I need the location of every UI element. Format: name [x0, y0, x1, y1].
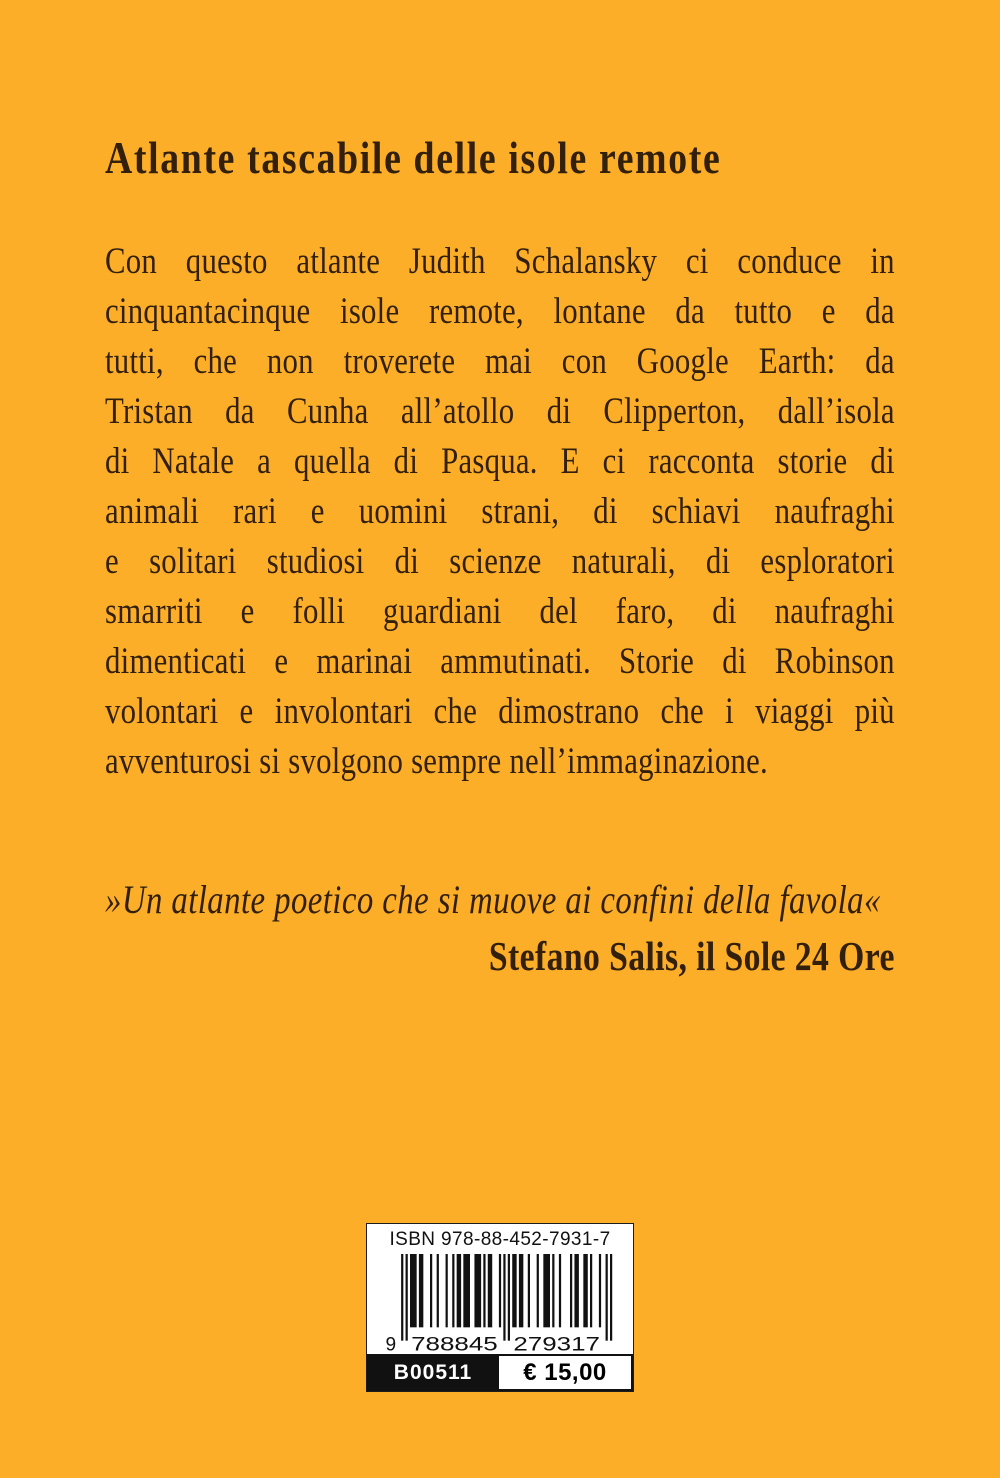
description-line: cinquantacinque isole remote, lontane da tutto e da [105, 291, 895, 332]
svg-text:788845: 788845 [411, 1334, 498, 1354]
review-attribution: Stefano Salis, il Sole 24 Ore [488, 933, 895, 979]
product-code: B00511 [367, 1354, 499, 1391]
description-line: animali rari e uomini strani, di schiavi naufraghi [105, 491, 895, 532]
book-title: Atlante tascabile delle isole remote [105, 132, 722, 183]
description-line: tutti, che non troverete mai con Google Earth: da [105, 341, 895, 382]
barcode-label [366, 1223, 634, 1392]
svg-text:279317: 279317 [513, 1334, 600, 1354]
description-line: volontari e involontari che dimostrano che i viaggi più [105, 691, 895, 732]
price: € 15,00 [499, 1356, 631, 1389]
description-line: dimenticati e marinai ammutinati. Storie di Robinson [105, 641, 895, 682]
label-bottom-row [367, 1354, 633, 1391]
ean13-barcode-icon [377, 1254, 623, 1354]
description-line: e solitari studiosi di scienze naturali, di esploratori [105, 541, 895, 582]
review-quote: »Un atlante poetico che si muove ai confini della favola« [105, 877, 881, 922]
isbn-text: ISBN 978-88-452-7931-7 [389, 1229, 611, 1250]
description-line: di Natale a quella di Pasqua. E ci racconta storie di [105, 441, 895, 482]
description-line: smarriti e folli guardiani del faro, di naufraghi [105, 591, 895, 632]
description-line: Tristan da Cunha all’atollo di Clipperton, dall’isola [105, 391, 895, 432]
description-line: Con questo atlante Judith Schalansky ci conduce in [105, 241, 895, 282]
book-description [105, 237, 895, 787]
svg-text:9: 9 [385, 1334, 397, 1354]
text-column [105, 130, 895, 982]
description-line: avventurosi si svolgono sempre nell’immaginazione. [105, 741, 768, 782]
